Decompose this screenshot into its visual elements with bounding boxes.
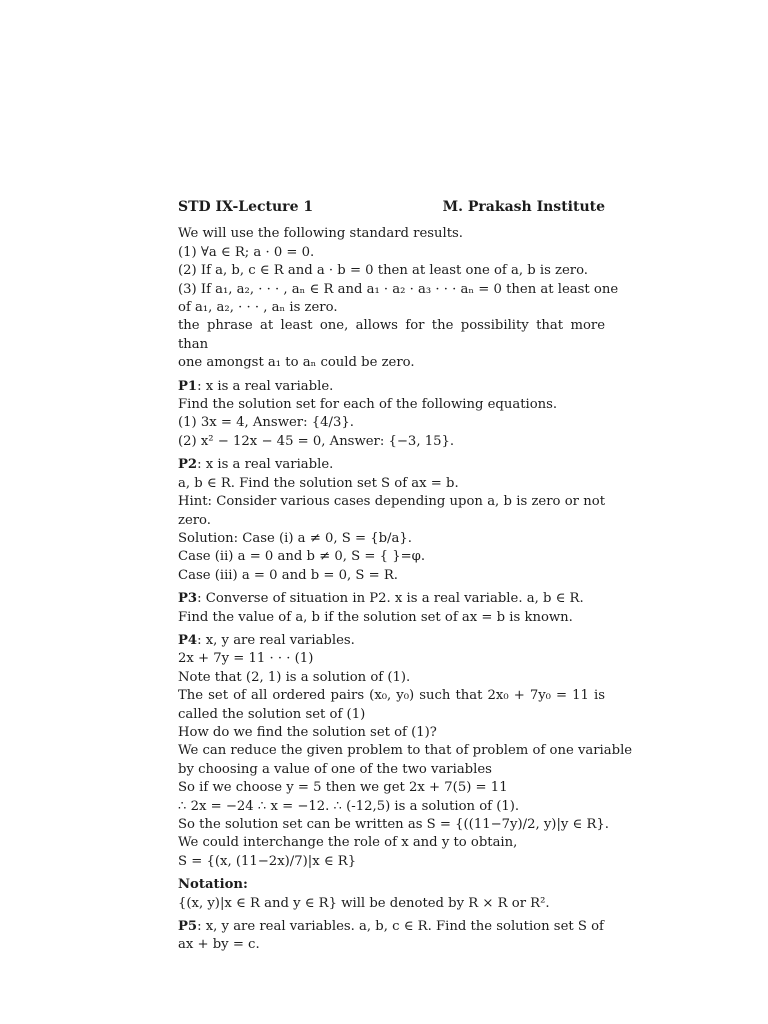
problem-line: : x is a real variable. <box>197 457 334 473</box>
header-right: M. Prakash Institute <box>442 199 605 215</box>
problem-line: We could interchange the role of x and y to obtain, <box>178 835 518 851</box>
problem-line: called the solution set of (1) <box>178 706 366 722</box>
problem-line: (1) 3x = 4, Answer: {4/3}. <box>178 415 354 431</box>
notation-line: {(x, y)|x ∈ R and y ∈ R} will be denoted by R × R or R². <box>178 895 550 911</box>
problem-p2 <box>178 456 605 585</box>
page-header <box>178 198 605 216</box>
problem-line: : x, y are real variables. <box>197 632 355 648</box>
problem-line: Hint: Consider various cases depending upon a, b is zero or not <box>178 494 605 510</box>
intro-line: (3) If a₁, a₂, · · · , aₙ ∈ R and a₁ · a₂ · a₃ · · · aₙ = 0 then at least one <box>178 281 619 297</box>
problem-line: Find the value of a, b if the solution set of ax = b is known. <box>178 609 573 625</box>
problem-line: ∴ 2x = −24 ∴ x = −12. ∴ (-12,5) is a solution of (1). <box>178 798 520 814</box>
problem-label: P4 <box>178 632 198 648</box>
problem-line: : x is a real variable. <box>197 378 334 394</box>
problem-line: ax + by = c. <box>178 937 260 953</box>
problem-p4 <box>178 632 633 871</box>
problem-label: P5 <box>178 919 198 935</box>
problem-line: How do we find the solution set of (1)? <box>178 724 437 740</box>
problem-line: Find the solution set for each of the following equations. <box>178 397 558 413</box>
intro-line: (1) ∀a ∈ R; a · 0 = 0. <box>178 244 315 260</box>
problem-line: (2) x² − 12x − 45 = 0, Answer: {−3, 15}. <box>178 433 455 449</box>
problem-p5 <box>178 918 605 955</box>
problem-line: : Converse of situation in P2. x is a real variable. a, b ∈ R. <box>197 591 584 607</box>
problem-line: S = {(x, (11−2x)/7)|x ∈ R} <box>178 853 357 869</box>
problem-label: P3 <box>178 591 198 607</box>
problem-line: The set of all ordered pairs (x₀, y₀) such that 2x₀ + 7y₀ = 11 is <box>178 688 605 704</box>
problem-line: : x, y are real variables. a, b, c ∈ R. Find the solution set S of <box>197 919 604 935</box>
problem-line: Case (ii) a = 0 and b ≠ 0, S = { }=φ. <box>178 549 426 565</box>
intro-line: (2) If a, b, c ∈ R and a · b = 0 then at least one of a, b is zero. <box>178 263 588 279</box>
problem-line: zero. <box>178 512 211 528</box>
intro-line: the phrase at least one, allows for the possibility that more than <box>178 318 605 352</box>
header-left: STD IX-Lecture 1 <box>178 199 314 215</box>
problem-line: Case (iii) a = 0 and b = 0, S = R. <box>178 567 398 583</box>
problem-label: P1 <box>178 378 198 394</box>
intro-section <box>178 225 619 372</box>
intro-line: of a₁, a₂, · · · , aₙ is zero. <box>178 300 338 316</box>
problem-line: So the solution set can be written as S = {((11−7y)/2, y)|y ∈ R}. <box>178 817 609 832</box>
intro-line: one amongst a₁ to aₙ could be zero. <box>178 355 415 371</box>
lecture-page <box>178 198 633 955</box>
problem-line: Note that (2, 1) is a solution of (1). <box>178 669 411 685</box>
problem-line: We can reduce the given problem to that of problem of one variable <box>178 743 633 759</box>
problem-line: a, b ∈ R. Find the solution set S of ax = b. <box>178 475 459 491</box>
problem-label: P2 <box>178 457 198 473</box>
notation-label: Notation: <box>178 877 248 893</box>
problem-p1 <box>178 378 605 452</box>
notation-section <box>178 876 605 913</box>
problem-line: 2x + 7y = 11 · · · (1) <box>178 651 314 667</box>
problem-line: by choosing a value of one of the two variables <box>178 761 492 777</box>
problem-line: So if we choose y = 5 then we get 2x + 7(5) = 11 <box>178 780 508 796</box>
intro-line: We will use the following standard results. <box>178 226 463 242</box>
problem-p3 <box>178 590 605 627</box>
problem-line: Solution: Case (i) a ≠ 0, S = {b/a}. <box>178 530 412 546</box>
